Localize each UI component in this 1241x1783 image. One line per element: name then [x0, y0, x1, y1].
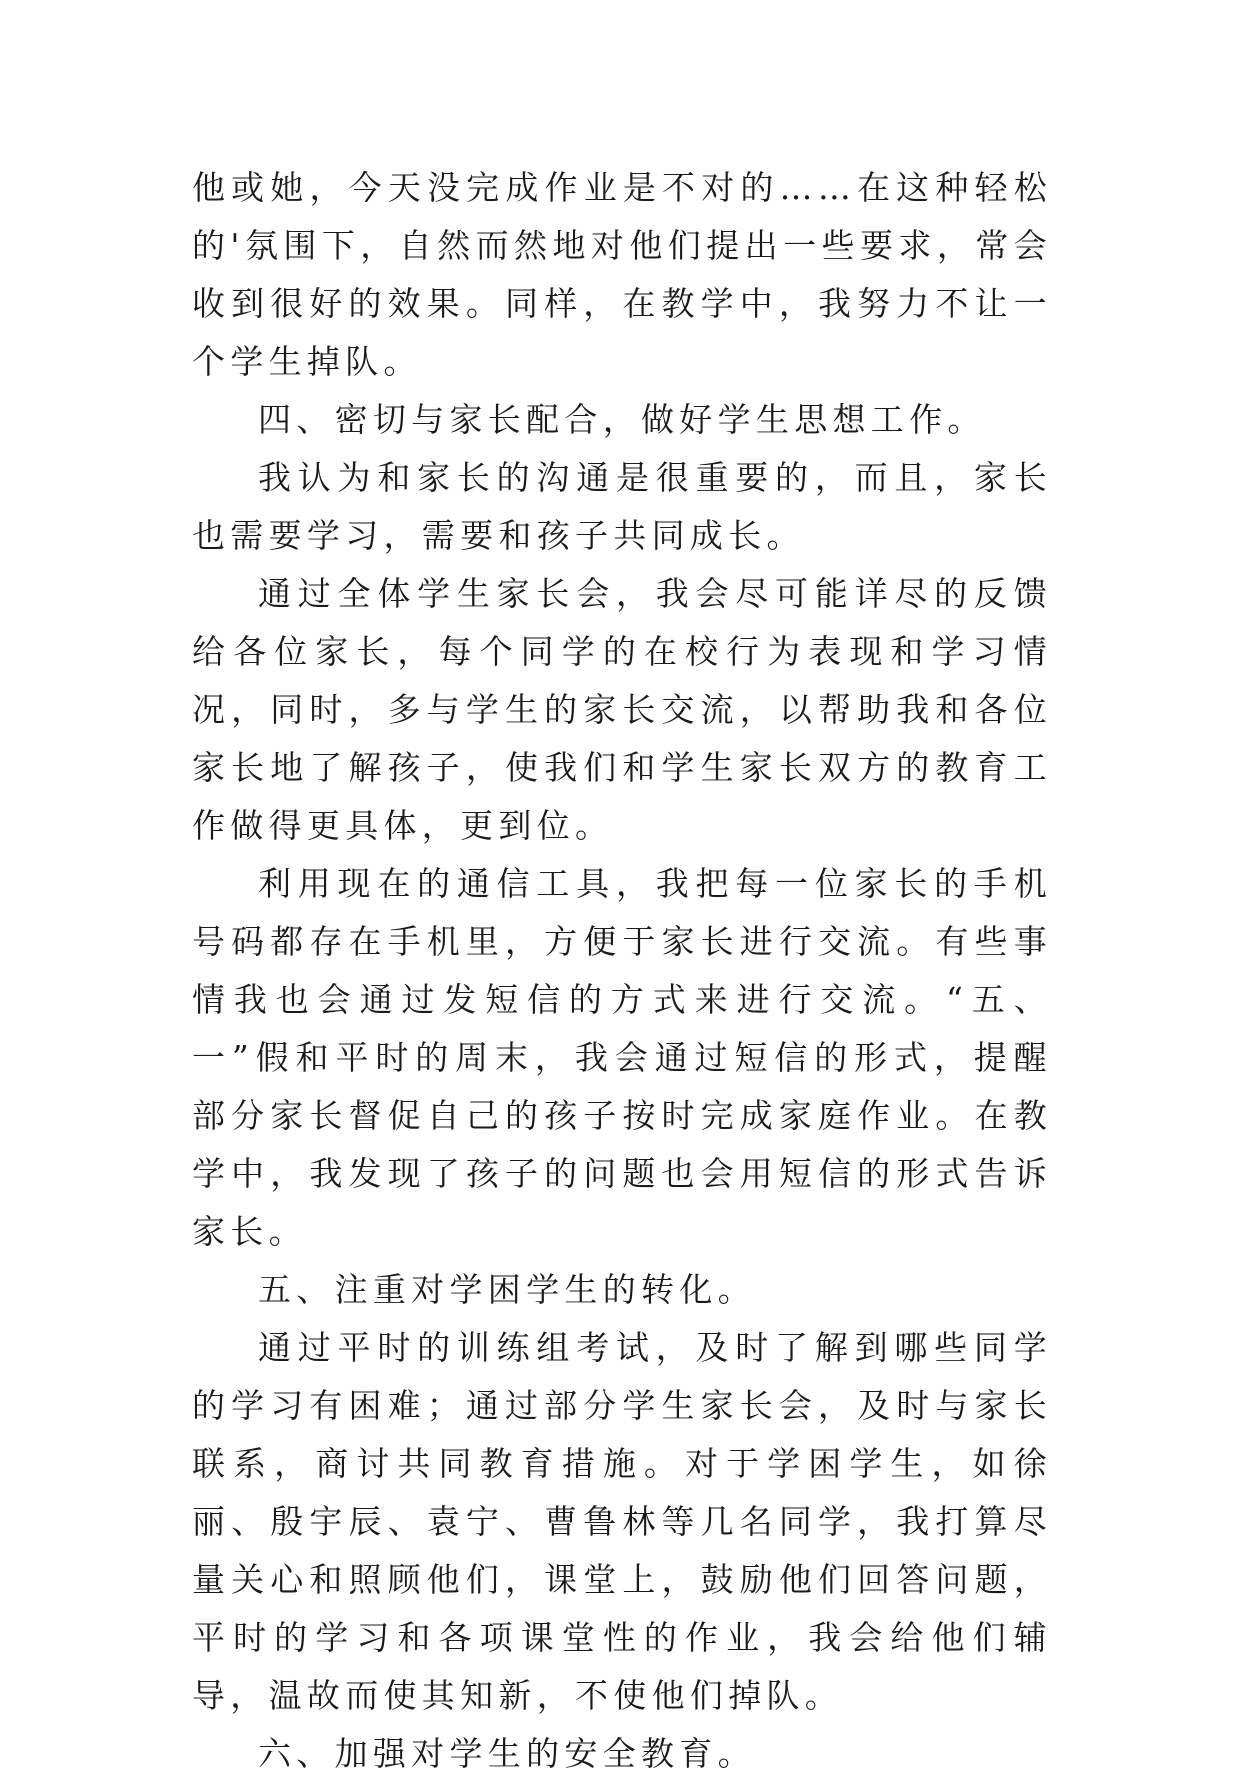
- paragraph: 利用现在的通信工具，我把每一位家长的手机号码都存在手机里，方便于家长进行交流。有些事情我也会通过发短信的方式来进行交流。“五、一”假和平时的周末，我会通过短信的形式，提醒部分家长督促自己的孩子按时完成家庭作业。在教学中，我发现了孩子的问题也会用短信的形式告诉家长。: [192, 864, 1052, 1251]
- paragraph: 通过平时的训练组考试，及时了解到哪些同学的学习有困难；通过部分学生家长会，及时与家长联系，商讨共同教育措施。对于学困学生，如徐丽、殷宇辰、袁宁、曹鲁林等几名同学，我打算尽量关心和照顾他们，课堂上，鼓励他们回答问题，平时的学习和各项课堂性的作业，我会给他们辅导，温故而使其知新，不使他们掉队。: [192, 1328, 1052, 1715]
- paragraph: 通过全体学生家长会，我会尽可能详尽的反馈给各位家长，每个同学的在校行为表现和学习情况，同时，多与学生的家长交流，以帮助我和各位家长地了解孩子，使我们和学生家长双方的教育工作做得更具体，更到位。: [192, 574, 1052, 845]
- document-body: [192, 159, 1052, 1783]
- section-heading-5: 五、注重对学困学生的转化。: [258, 1270, 756, 1309]
- paragraph: 我认为和家长的沟通是很重要的，而且，家长也需要学习，需要和孩子共同成长。: [192, 458, 1052, 555]
- paragraph-continuation: 他或她，今天没完成作业是不对的……在这种轻松的'氛围下，自然而然地对他们提出一些要求，常会收到很好的效果。同样，在教学中，我努力不让一个学生掉队。: [192, 168, 1052, 381]
- section-heading-6: 六、加强对学生的安全教育。: [258, 1734, 756, 1773]
- section-heading-4: 四、密切与家长配合，做好学生思想工作。: [258, 400, 986, 439]
